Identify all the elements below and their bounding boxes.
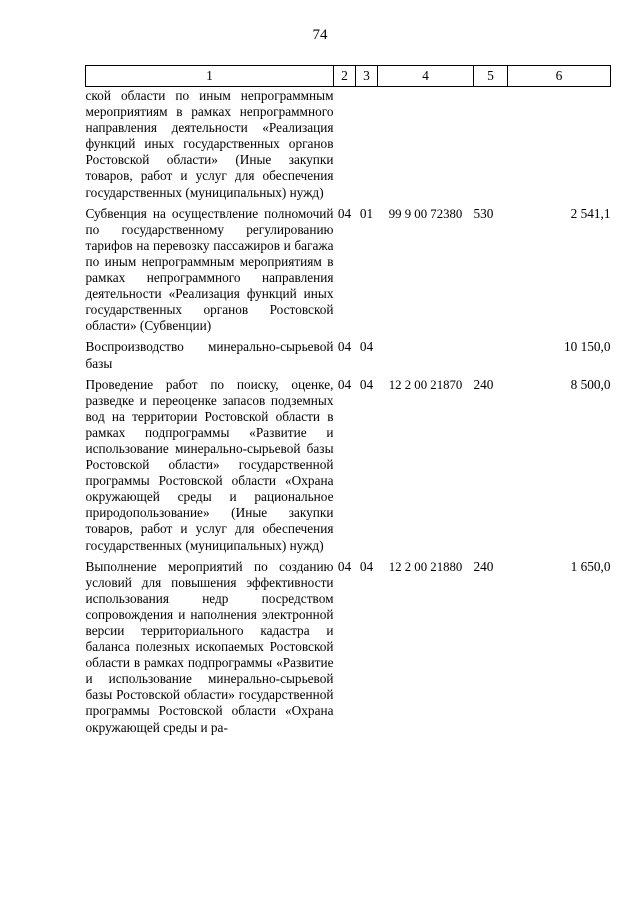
header-col-1: 1	[86, 66, 334, 87]
row-description: Субвенция на осуществление полномочий по государственному регулированию тарифов на перевозку пассажиров и багажа по иным непрограммным мероприятиям в рамках непрограммного направления деятельности «Реализация функций иных государственных органов Ростовской области» (Субвенции)	[85, 205, 334, 334]
row-amount: 2 541,1	[570, 205, 611, 221]
row-section-code: 04	[337, 205, 352, 221]
header-col-2: 2	[334, 66, 356, 87]
row-description: ской области по иным непрограммным мероприятиям в рамках непрограммного направления деятельности «Реализация функций иных государственных органов Ростовской области» (Иные закупки товаров, работ и услуг для обеспечения государственных (муниципальных) нужд)	[85, 88, 334, 200]
row-section-code: 04	[337, 376, 352, 392]
page-number: 74	[312, 27, 328, 43]
row-amount	[508, 87, 611, 206]
row-amount: 8 500,0	[570, 376, 611, 392]
row-amount: 1 650,0	[570, 558, 611, 574]
row-expense-type: 240	[473, 376, 494, 392]
table-row	[86, 87, 611, 206]
row-target-code: 12 2 00 21880	[388, 559, 463, 574]
row-subsection-code: 04	[359, 558, 374, 574]
table-header-row	[86, 66, 611, 87]
table-row	[86, 559, 611, 736]
row-target-code	[378, 87, 474, 206]
row-amount: 10 150,0	[563, 339, 611, 355]
table-row	[86, 206, 611, 340]
row-description: Воспроизводство минерально-сырьевой базы	[85, 339, 334, 371]
row-subsection-code: 04	[359, 339, 374, 355]
row-description: Проведение работ по поиску, оценке, разведке и переоценке запасов подземных вод на территории Ростовской области в рамках подпрограммы «Развитие и использование минерально-сырьевой базы Ростовской области» государственной программы Ростовской области «Охрана окружающей среды и рациональное природопользование» (Иные закупки товаров, работ и услуг для обеспечения государственных (муниципальных) нужд)	[85, 376, 334, 553]
row-subsection-code: 04	[359, 376, 374, 392]
row-subsection-code	[356, 87, 378, 206]
row-target-code	[378, 339, 474, 376]
header-col-6: 6	[508, 66, 611, 87]
row-expense-type: 240	[473, 558, 494, 574]
row-section-code: 04	[337, 339, 352, 355]
row-expense-type	[474, 87, 508, 206]
row-section-code	[334, 87, 356, 206]
row-section-code: 04	[337, 558, 352, 574]
row-target-code: 99 9 00 72380	[388, 206, 463, 221]
table-row	[86, 377, 611, 559]
budget-table	[85, 65, 611, 736]
row-description: Выполнение мероприятий по созданию условий для повышения эффективности использования недр посредством сопровождения и наполнения электронной версии территориального кадастра и баланса полезных ископаемых Ростовской области в рамках подпрограммы «Развитие и использование минерально-сырьевой базы Ростовской области» государственной программы Ростовской области «Охрана окружающей среды и ра-	[85, 558, 334, 735]
header-col-3: 3	[356, 66, 378, 87]
header-col-4: 4	[378, 66, 474, 87]
header-col-5: 5	[474, 66, 508, 87]
table-row	[86, 339, 611, 376]
row-expense-type: 530	[473, 205, 494, 221]
row-expense-type	[474, 339, 508, 376]
row-target-code: 12 2 00 21870	[388, 377, 463, 392]
row-subsection-code: 01	[359, 205, 374, 221]
